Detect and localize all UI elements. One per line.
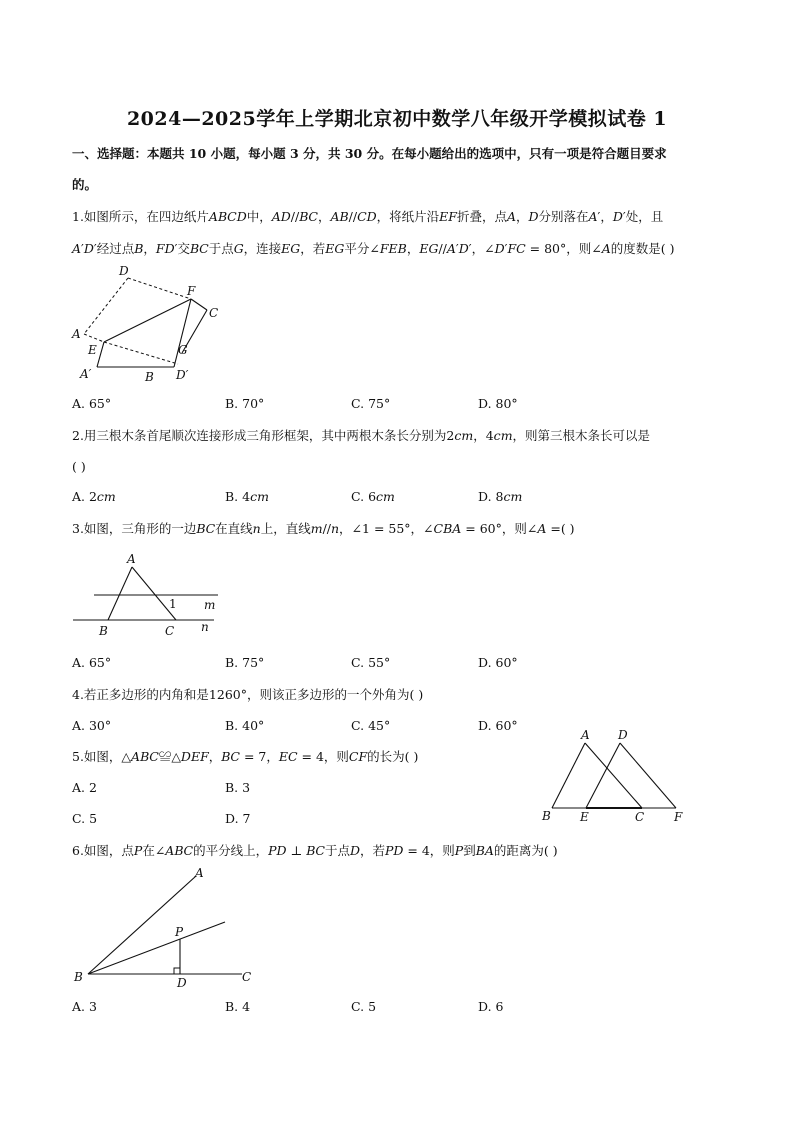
q5-label-F: F [674,810,683,824]
q1-label-G: G [178,343,188,357]
q6-label-A: A [195,866,204,880]
q4-option-d: D. 60° [478,718,518,733]
q2-option-b: B. 4𝑐𝑚 [225,489,269,504]
q4-option-c: C. 45° [351,718,391,733]
q3-side-AB [108,567,132,620]
q2-option-d: D. 8𝑐𝑚 [478,489,523,504]
q1-label-B: B [145,370,154,384]
q2-text-line1: 2.用三根木条首尾顺次连接形成三角形框架，其中两根木条长分别为2𝑐𝑚，4𝑐𝑚，则第三根木条长可以是 [72,428,651,443]
q4-text-line1: 4.若正多边形的内角和是1260°，则该正多边形的一个外角为( ) [72,687,424,702]
q6-option-b: B. 4 [225,999,251,1014]
q6-label-C: C [242,970,252,984]
q5-label-D: D [618,728,628,742]
q5-side-DE [586,743,620,808]
q1-label-F: F [187,284,196,298]
q1-text-line2: 𝐴′𝐷′经过点𝐵，𝐹𝐷′交𝐵𝐶于点𝐺，连接𝐸𝐺，若𝐸𝐺平分∠𝐹𝐸𝐵，𝐸𝐺//𝐴′𝐷′，∠𝐷′𝐹𝐶 = 80°，则∠𝐴的度数是( ) [72,241,675,256]
q6-option-c: C. 5 [351,999,377,1014]
q5-option-b: B. 3 [225,780,251,795]
q6-label-P: P [175,925,184,939]
q1-label-E: E [88,343,97,357]
q1-option-d: D. 80° [478,396,518,411]
q3-option-b: B. 75° [225,655,265,670]
q3-label-B: B [99,624,108,638]
q2-option-a: A. 2𝑐𝑚 [72,489,116,504]
q5-side-DF [620,743,676,808]
q5-label-C: C [635,810,645,824]
q5-text-line1: 5.如图，△𝐴𝐵𝐶≌△𝐷𝐸𝐹，𝐵𝐶 = 7，𝐸𝐶 = 4，则𝐶𝐹的长为( ) [72,749,419,764]
q3-label-1: 1 [169,597,177,611]
q1-text-line1: 1.如图所示，在四边纸片𝐴𝐵𝐶𝐷中，𝐴𝐷//𝐵𝐶，𝐴𝐵//𝐶𝐷，将纸片沿𝐸𝐹折叠，点𝐴，𝐷分别落在𝐴′，𝐷′处，且 [72,209,664,224]
q1-line-E-A2 [97,342,104,367]
q3-text-line1: 3.如图，三角形的一边𝐵𝐶在直线𝑛上，直线𝑚//𝑛，∠1 = 55°，∠𝐶𝐵𝐴 = 60°，则∠𝐴 =( ) [72,521,575,536]
q1-label-D: D [119,264,129,278]
q1-label-A-prime: A′ [80,367,92,381]
section-instruction-line2: 的。 [72,177,98,192]
q6-option-a: A. 3 [72,999,97,1014]
q1-line-E-F [104,299,191,342]
q1-label-C: C [209,306,219,320]
q3-label-A: A [127,552,136,566]
q1-option-c: C. 75° [351,396,391,411]
q6-label-D: D [177,976,187,990]
q5-option-a: A. 2 [72,780,97,795]
q1-option-a: A. 65° [72,396,112,411]
q6-text-line1: 6.如图，点𝑃在∠𝐴𝐵𝐶的平分线上，𝑃𝐷 ⊥ 𝐵𝐶于点𝐷，若𝑃𝐷 = 4，则𝑃到𝐵𝐴的距离为( ) [72,843,558,858]
q6-label-B: B [74,970,83,984]
q1-dash-D-A [84,278,128,334]
q3-option-d: D. 60° [478,655,518,670]
q5-label-A: A [581,728,590,742]
q1-option-b: B. 70° [225,396,265,411]
q3-label-m: m [204,598,216,612]
q5-side-AC [585,743,642,808]
q6-right-angle-mark [174,968,180,974]
q1-label-A: A [72,327,81,341]
q3-option-c: C. 55° [351,655,391,670]
q6-bisector [88,922,225,974]
page-title: 2024—2025学年上学期北京初中数学八年级开学模拟试卷 1 [126,108,668,130]
q1-dash-D-F [128,278,191,299]
q1-figure [70,262,240,388]
q1-dash-A-E [84,334,104,342]
q3-label-n: n [201,620,209,634]
q3-label-C: C [165,624,175,638]
q5-option-d: D. 7 [225,811,251,826]
q2-option-c: C. 6𝑐𝑚 [351,489,395,504]
q5-label-B: B [542,809,551,823]
q5-figure [538,726,688,826]
q5-label-E: E [580,810,589,824]
q1-line-F-C [191,299,207,310]
q3-figure [70,548,230,643]
q6-figure [70,866,270,991]
q6-option-d: D. 6 [478,999,504,1014]
q1-dash-E-G [104,342,178,364]
q3-side-AC [132,567,176,620]
q4-option-b: B. 40° [225,718,265,733]
q5-side-AB [552,743,585,808]
q5-option-c: C. 5 [72,811,98,826]
q1-label-D-prime: D′ [176,368,189,382]
q4-option-a: A. 30° [72,718,112,733]
section-instruction-line1: 一、选择题：本题共 10 小题，每小题 3 分，共 30 分。在每小题给出的选项中，只有一项是符合题目要求 [72,146,667,161]
q3-option-a: A. 65° [72,655,112,670]
q2-text-line2: ( ) [72,459,86,474]
